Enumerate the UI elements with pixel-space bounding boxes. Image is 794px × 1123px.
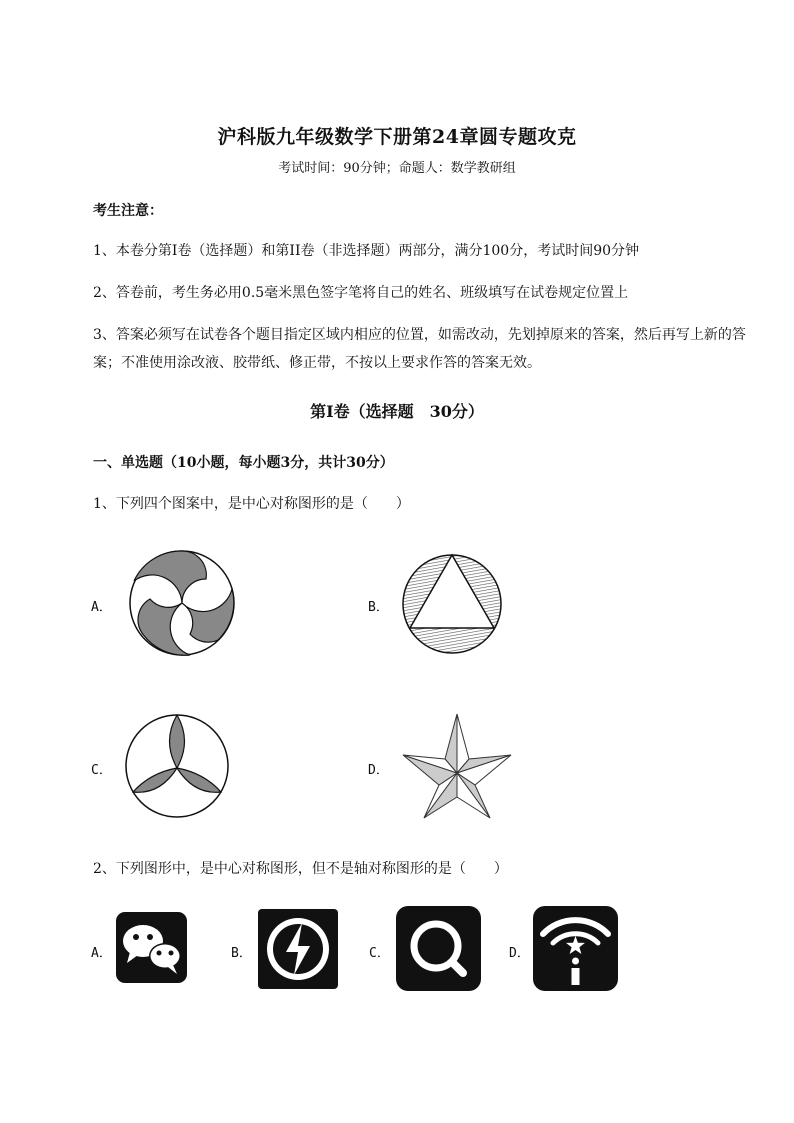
notice-item-1: 1、本卷分第I卷（选择题）和第II卷（非选择题）两部分，满分100分，考试时间90分钟: [93, 243, 640, 259]
exam-info: 考试时间：90分钟；命题人：数学教研组: [278, 161, 516, 176]
q2-option-a-chat-icon: [116, 912, 187, 983]
q1-option-a-figure: [128, 549, 236, 657]
q1-option-a-label[interactable]: A．: [91, 600, 112, 615]
section-title: 第I卷（选择题 30分）: [310, 402, 484, 421]
question-2-text: 2、下列图形中，是中心对称图形，但不是轴对称图形的是（ ）: [93, 861, 508, 877]
part-heading: 一、单选题（10小题，每小题3分，共计30分）: [93, 455, 394, 471]
q1-option-c-label[interactable]: C．: [91, 763, 112, 778]
question-1-text: 1、下列四个图案中，是中心对称图形的是（ ）: [93, 496, 410, 512]
q2-option-b-label[interactable]: B．: [231, 946, 252, 961]
notice-heading: 考生注意：: [93, 203, 163, 219]
notice-item-2: 2、答卷前，考生务必用0.5毫米黑色签字笔将自己的姓名、班级填写在试卷规定位置上: [93, 285, 629, 301]
q1-option-d-figure: [401, 713, 513, 819]
q2-option-a-label[interactable]: A．: [91, 946, 112, 961]
notice-item-3: 3、答案必须写在试卷各个题目指定区域内相应的位置，如需改动，先划掉原来的答案，然后再写上新的答案；不准使用涂改液、胶带纸、修正带，不按以上要求作答的答案无效。: [93, 327, 746, 371]
page-title: 沪科版九年级数学下册第24章圆专题攻克: [217, 126, 577, 148]
q1-option-d-label[interactable]: D．: [368, 763, 389, 778]
q2-option-d-wifi-icon: [533, 906, 618, 991]
q2-option-d-label[interactable]: D．: [509, 946, 530, 961]
q2-option-c-search-icon: [396, 906, 481, 991]
q2-option-c-label[interactable]: C．: [369, 946, 390, 961]
q1-option-b-label[interactable]: B．: [368, 600, 389, 615]
q2-option-b-bolt-icon: [258, 909, 338, 989]
q1-option-c-figure: [124, 713, 230, 819]
q1-option-b-figure: [401, 553, 503, 655]
